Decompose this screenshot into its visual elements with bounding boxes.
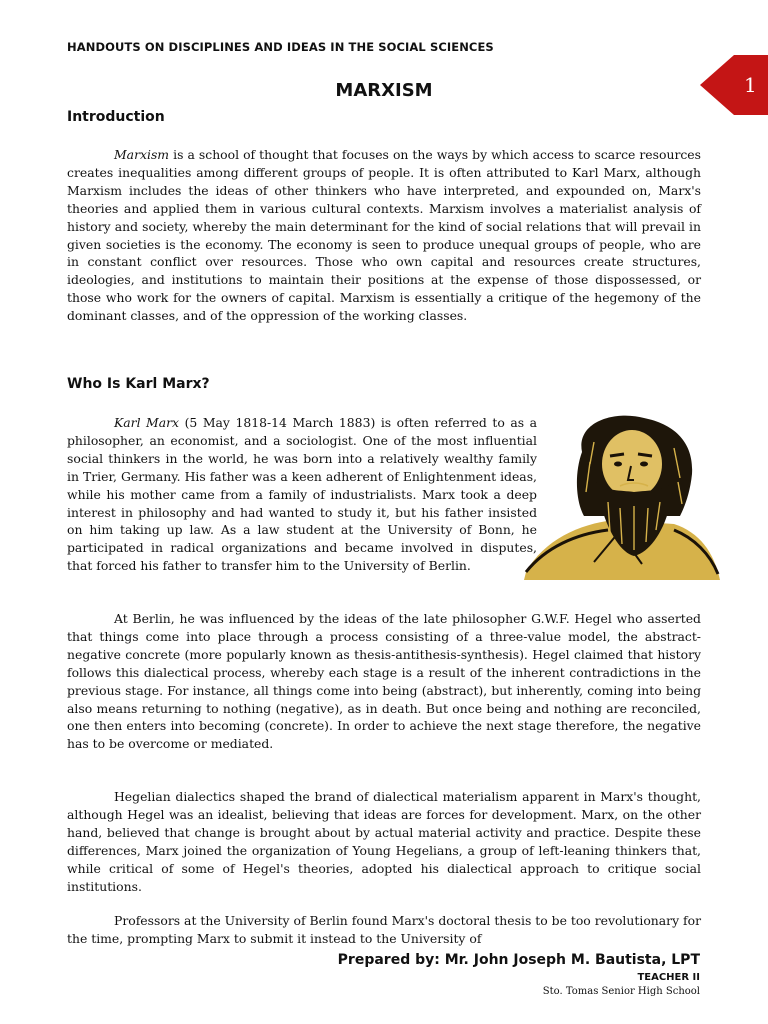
hegelian-text: Hegelian dialectics shaped the brand of dialectical materialism apparent in Marx's thought, although Hegel was an idealist, believing that ideas are forces for development. Marx, on the other hand, believed that change is brought about by actual material activity and practice. Despite these differences, Marx joined the organization of Young Hegelians, a group of left-leaning thinkers that, while critical of some of Hegel's theories, adopted his dialectical approach to critique social institutions.	[67, 789, 701, 894]
introduction-text: is a school of thought that focuses on the ways by which access to scarce resources creates inequalities among different groups of people. It is often attributed to Karl Marx, although Marxism includes the ideas of other thinkers who have interpreted, and expounded on, Marx's theories and applied them in various cultural contexts. Marxism involves a materialist analysis of history and society, whereby the main determinant for the kind of social relations that will prevail in given societies is the economy. The economy is seen to produce unequal groups of people, who are in constant conflict over resources. Those who own capital and resources create structures, ideologies, and institutions to maintain their positions at the expense of those dispossessed, or those who work for the owners of capital. Marxism is essentially a critique of the hegemony of the dominant classes, and of the oppression of the working classes.	[67, 147, 701, 324]
marxism-term: Marxism	[114, 147, 170, 162]
karl-marx-term: Karl Marx	[114, 415, 180, 430]
hegelian-paragraph	[67, 788, 701, 895]
berlin-text: At Berlin, he was influenced by the ideas of the late philosopher G.W.F. Hegel who asserted that things come into place through a process consisting of a three-value model, the abstract-negative concrete (more popularly known as thesis-antithesis-synthesis). Hegel claimed that history follows this dialectical process, whereby each stage is a result of the inherent contradictions in the previous stage. For instance, all things come into being (abstract), but inherently, coming into being also means returning to nothing (negative), as in death. But once being and nothing are reconciled, one then enters into becoming (concrete). In order to achieve the next stage therefore, the negative has to be overcome or mediated.	[67, 611, 701, 752]
professors-text: Professors at the University of Berlin found Marx's doctoral thesis to be too revolutionary for the time, prompting Marx to submit it instead to the University of	[67, 913, 701, 946]
document-header: HANDOUTS ON DISCIPLINES AND IDEAS IN THE SOCIAL SCIENCES	[67, 40, 494, 54]
page-title: MARXISM	[335, 80, 433, 101]
introduction-heading: Introduction	[67, 109, 165, 125]
who-is-marx-heading: Who Is Karl Marx?	[67, 376, 210, 392]
karl-marx-portrait-image	[524, 412, 720, 580]
teacher-role: TEACHER II	[637, 972, 700, 983]
prepared-by: Prepared by: Mr. John Joseph M. Bautista, LPT	[337, 952, 700, 968]
school-name: Sto. Tomas Senior High School	[542, 986, 700, 997]
karl-marx-text: (5 May 1818-14 March 1883) is often referred to as a philosopher, an economist, and a sociologist. One of the most influential social thinkers in the world, he was born into a relatively wealthy family in Trier, Germany. His father was a keen adherent of Enlightenment ideas, while his mother came from a family of industrialists. Marx took a deep interest in philosophy and had wanted to study it, but his father insisted on him taking up law. As a law student at the University of Bonn, he participated in radical organizations and became involved in disputes, that forced his father to transfer him to the University of Berlin.	[67, 415, 537, 574]
introduction-paragraph	[67, 146, 701, 325]
professors-paragraph	[67, 912, 701, 948]
page-number: 1	[744, 73, 757, 97]
karl-marx-paragraph	[67, 414, 537, 575]
berlin-paragraph	[67, 610, 701, 753]
